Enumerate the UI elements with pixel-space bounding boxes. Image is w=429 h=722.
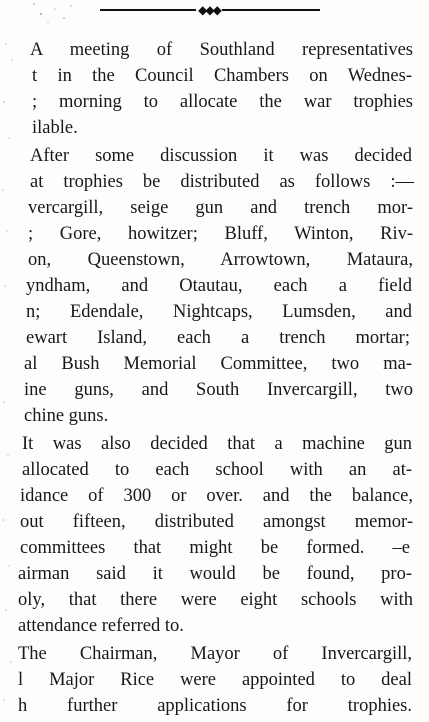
article-line: ine guns, and South Invercargill, two (24, 380, 413, 400)
article-line: on, Queenstown, Arrowtown, Mataura, (28, 250, 413, 270)
article-line: yndham, and Otautau, each a field (26, 276, 412, 296)
article-line: ; Gore, howitzer; Bluff, Winton, Riv- (28, 224, 413, 244)
article-line: ; morning to allocate the war trophies (32, 92, 413, 112)
article-line: idance of 300 or over. and the balance, (20, 486, 413, 506)
article-line: ilable. (32, 118, 78, 138)
article-line: It was also decided that a machine gun (22, 434, 412, 454)
article-line: n; Edendale, Nightcaps, Lumsden, and (26, 302, 412, 322)
article-line: at trophies be distributed as follows :— (30, 172, 414, 192)
article-line: al Bush Memorial Committee, two ma- (24, 354, 412, 374)
article-line: The Chairman, Mayor of Invercargill, (18, 644, 412, 664)
article-line: allocated to each school with an at- (22, 460, 412, 480)
article-line: oly, that there were eight schools with (18, 590, 413, 610)
header-rule-left (100, 9, 196, 11)
article-line: h further applications for trophies. (18, 696, 412, 716)
article-line: out fifteen, distributed amongst memor- (20, 512, 413, 532)
article-line: A meeting of Southland representatives (30, 40, 413, 60)
article-line: After some discussion it was decided (30, 146, 412, 166)
article-line: attendance referred to. (18, 616, 184, 636)
article-line: committees that might be formed. –e (20, 538, 410, 558)
article-line: l Major Rice were appointed to deal (18, 670, 412, 690)
header-ornament: ◆◆◆ (198, 3, 220, 17)
article-line: t in the Council Chambers on Wednes- (32, 66, 412, 86)
article-line: airman said it would be found, pro- (18, 564, 412, 584)
article-line: chine guns. (24, 406, 109, 426)
article-line: ewart Island, each a trench mortar; (26, 328, 410, 348)
article-line: vercargill, seige gun and trench mor- (28, 198, 413, 218)
header-rule-right (222, 9, 320, 11)
